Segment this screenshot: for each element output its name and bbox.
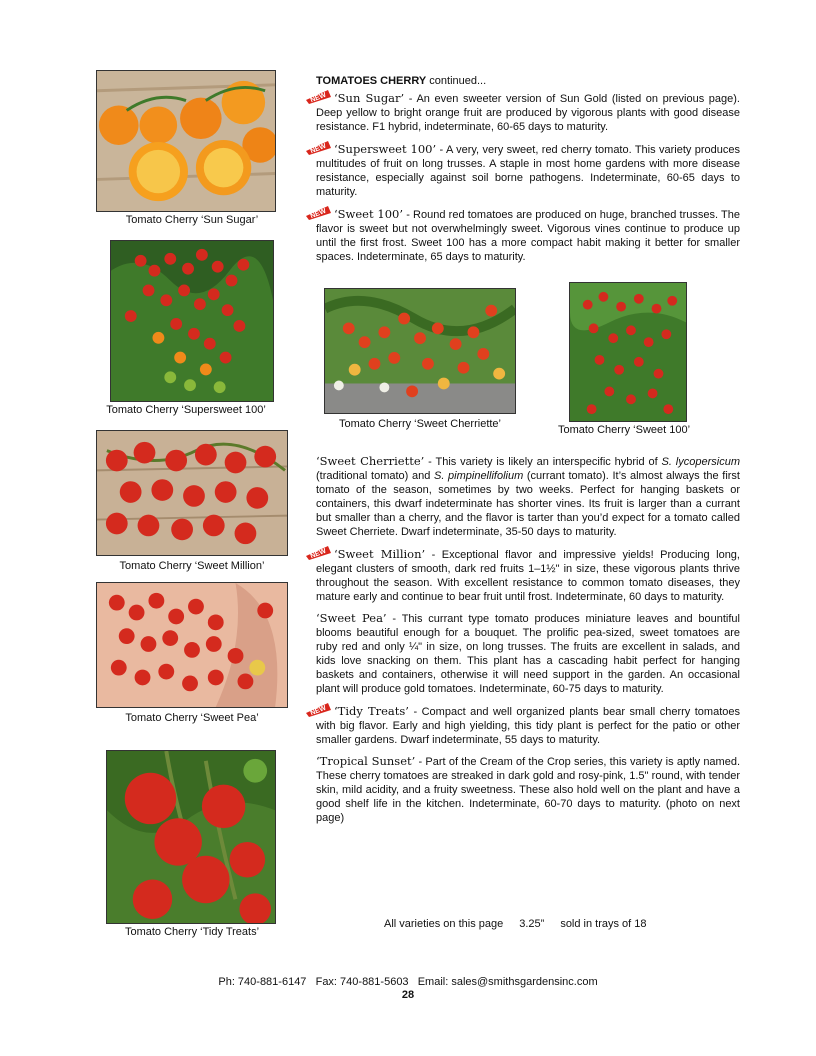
new-badge-icon bbox=[304, 90, 332, 104]
photo-tidy-treats bbox=[106, 750, 276, 924]
variety-tropical-sunset bbox=[316, 754, 740, 825]
svg-text:NEW: NEW bbox=[309, 142, 328, 155]
variety-sun-sugar bbox=[309, 90, 740, 134]
page-number: 28 bbox=[401, 989, 415, 1001]
variety-description: (traditional tomato) and bbox=[316, 470, 434, 482]
pricing-line bbox=[384, 918, 647, 930]
variety-description: - This currant type tomato produces miniature leaves and bountiful blooms beautiful enough for a bouquet. The prolific pea-sized, sweet tomatoes are ruby red and only ¼" in size, on long trusses. The fruits are excellent in salads, and kids love snacking on them. This plant has a cascading habit perfect for hanging baskets and containers, otherwise it will need support in the garden. An occasional plant will produce gold tomatoes. Indeterminate, 60-75 days to maturity. bbox=[316, 613, 740, 695]
pricing-trays: sold in trays of 18 bbox=[560, 918, 647, 930]
svg-text:NEW: NEW bbox=[309, 207, 328, 220]
svg-text:NEW: NEW bbox=[309, 91, 328, 104]
pricing-size: 3.25” bbox=[519, 918, 545, 930]
caption-sweet-million: Tomato Cherry ‘Sweet Million’ bbox=[119, 560, 265, 572]
new-badge-icon bbox=[304, 546, 332, 560]
caption-sun-sugar: Tomato Cherry ‘Sun Sugar’ bbox=[125, 214, 259, 226]
lower-text-block bbox=[309, 454, 741, 832]
caption-sweet-100: Tomato Cherry ‘Sweet 100’ bbox=[557, 424, 691, 436]
variety-name: ‘Supersweet 100’ bbox=[334, 142, 437, 156]
variety-supersweet-100 bbox=[309, 141, 741, 199]
top-text-block bbox=[309, 74, 741, 271]
variety-sweet-cherriette bbox=[316, 454, 740, 539]
variety-name: ‘Sweet 100’ bbox=[334, 207, 404, 221]
svg-text:NEW: NEW bbox=[309, 547, 328, 560]
svg-text:NEW: NEW bbox=[309, 704, 328, 717]
variety-description: - Exceptional flavor and impressive yields! Producing long, elegant clusters of smooth, dark red fruits 1–1½" in size, these vigorous plants thrive throughout the season. With excellent resistance to common tomato diseases, they mature early and continue to bear fruit until frost. Indeterminate, 60 days to maturity. bbox=[316, 549, 740, 603]
variety-description: - Round red tomatoes are produced on huge, branched trusses. The flavor is sweet but not overwhelmingly sweet. Vigorous vines continue to produce up until the first frost. Sweet 100 has a more compact habit making it better for smaller spaces. Indeterminate, 65 days to maturity. bbox=[316, 209, 740, 263]
photo-sweet-cherriette bbox=[324, 288, 516, 414]
variety-description: - A very, very sweet, red cherry tomato. This variety produces multitudes of fruit on long trusses. A staple in most home gardens with more disease resistance, especially against soil borne pathogens. Indeterminate, 60-65 days to maturity. bbox=[316, 144, 741, 198]
variety-description: - Part of the Cream of the Crop series, this variety is aptly named. These cherry tomatoes are streaked in dark gold and rosy-pink, 1.5" round, with tender skin, mild acidity, and a fruity sweetness. These also hold well on the plant and have a good shelf life in the kitchen. Indeterminate, 60-70 days to maturity. (photo on next page) bbox=[316, 756, 741, 824]
variety-name: ‘Sweet Pea’ bbox=[316, 611, 387, 625]
variety-description: - An even sweeter version of Sun Gold (listed on previous page). Deep yellow to bright orange fruit are produced by vigorous plants with good disease resistance. F1 hybrid, indeterminate, 60-65 days to maturity. bbox=[316, 93, 740, 133]
variety-name: ‘Sun Sugar’ bbox=[334, 91, 405, 105]
variety-tidy-treats bbox=[309, 703, 741, 747]
photo-sweet-million bbox=[96, 430, 288, 556]
photo-supersweet-100 bbox=[110, 240, 274, 402]
variety-name: ‘Sweet Million’ bbox=[334, 547, 426, 561]
variety-description: - This variety is likely an interspecific hybrid of bbox=[424, 456, 662, 468]
variety-description: (currant tomato). It’s almost always the first tomato of the season, sometimes by two weeks. Perfect for hanging baskets or containers, this dwarf indeterminate has shorter vines. Its fruit is larger than a currant but smaller than a cherry, and the flavor is tarter than you’d expect for a tomato called Sweet Cherriete. Dwarf indeterminate, 35-50 days to maturity. bbox=[316, 470, 740, 538]
species-name: S. lycopersicum bbox=[661, 456, 740, 468]
photo-sun-sugar bbox=[96, 70, 276, 212]
section-title: TOMATOES CHERRY bbox=[316, 75, 427, 87]
variety-sweet-pea bbox=[316, 611, 740, 696]
new-badge-icon bbox=[304, 206, 332, 220]
photo-sweet-100 bbox=[569, 282, 687, 422]
variety-description: - Compact and well organized plants bear small cherry tomatoes with big flavor. Early and high yielding, this tidy plant is perfect for the patio or other smaller gardens. Dwarf indeterminate, 55 days to maturity. bbox=[316, 706, 741, 746]
caption-tidy-treats: Tomato Cherry ‘Tidy Treats’ bbox=[124, 926, 260, 938]
section-heading bbox=[316, 74, 740, 88]
variety-sweet-100 bbox=[309, 206, 740, 264]
footer-contact: Ph: 740-881-6147 Fax: 740-881-5603 Email: sales@smithsgardensinc.com bbox=[218, 976, 598, 988]
new-badge-icon bbox=[304, 141, 332, 155]
new-badge-icon bbox=[304, 703, 332, 717]
section-title-suffix: continued... bbox=[426, 75, 487, 87]
pricing-label: All varieties on this page bbox=[384, 918, 504, 930]
photo-sweet-pea bbox=[96, 582, 288, 708]
species-name: S. pimpinellifolium bbox=[433, 470, 524, 482]
variety-name: ‘Tidy Treats’ bbox=[334, 704, 409, 718]
variety-name: ‘Tropical Sunset’ bbox=[316, 754, 416, 768]
variety-name: ‘Sweet Cherriette’ bbox=[316, 454, 425, 468]
caption-sweet-pea: Tomato Cherry ‘Sweet Pea’ bbox=[125, 712, 259, 724]
caption-sweet-cherriette: Tomato Cherry ‘Sweet Cherriette’ bbox=[338, 418, 501, 430]
caption-supersweet-100: Tomato Cherry ‘Supersweet 100’ bbox=[106, 404, 266, 416]
variety-sweet-million bbox=[309, 546, 740, 604]
